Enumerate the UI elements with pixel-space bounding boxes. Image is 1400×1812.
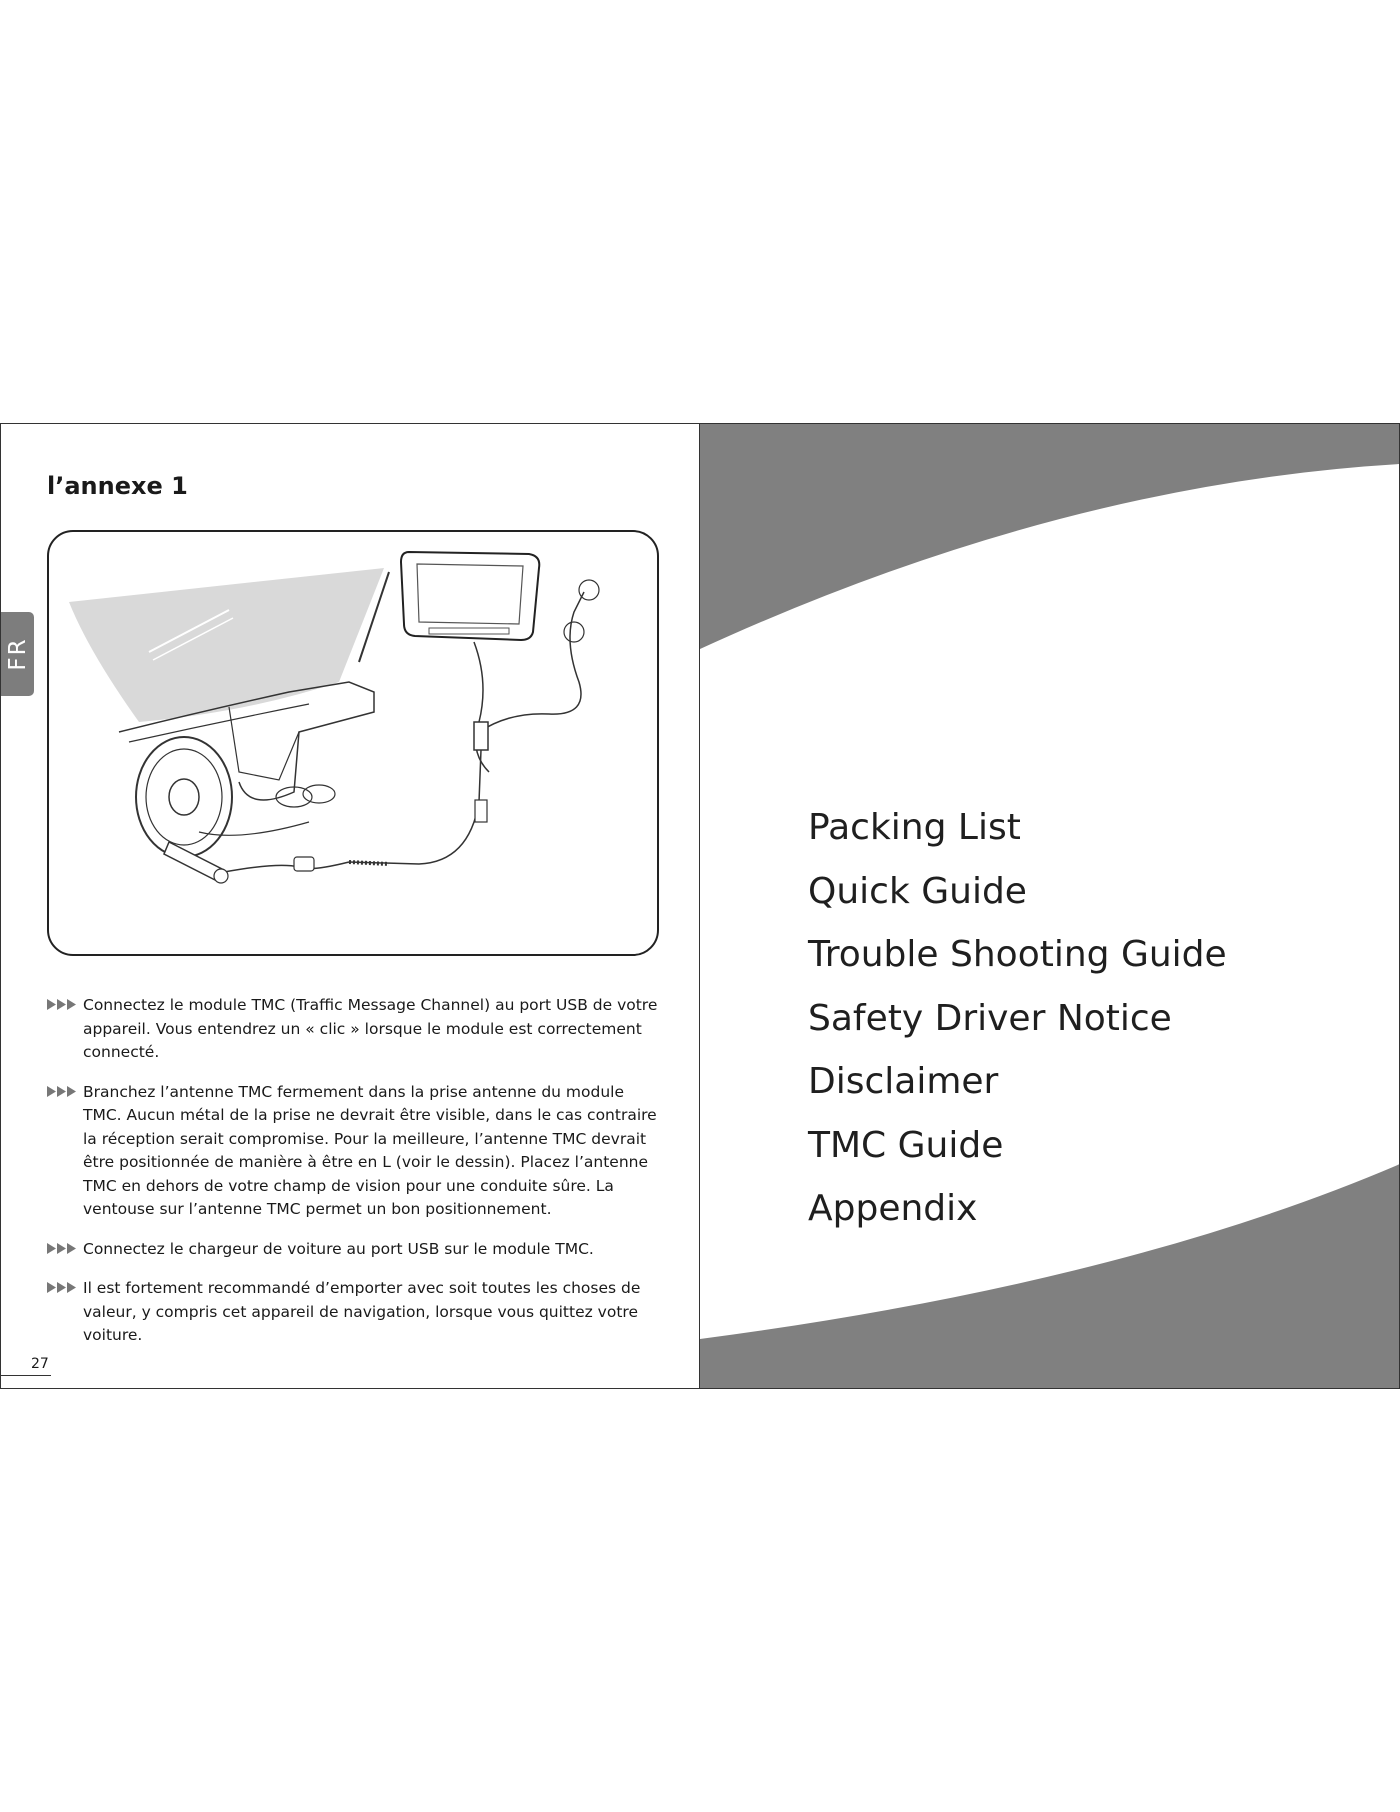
installation-figure [47,530,659,956]
gps-installation-diagram-icon [49,532,659,956]
list-item [47,1238,667,1262]
left-page [0,423,700,1389]
list-item-text: Connectez le chargeur de voiture au port USB sur le module TMC. [83,1239,594,1258]
list-item [47,994,667,1065]
contents-item-appendix[interactable]: Appendix [808,1188,978,1229]
right-page [700,423,1400,1389]
instruction-list [47,994,667,1364]
contents-item-quick-guide[interactable]: Quick Guide [808,870,1027,912]
contents-item-safety-driver-notice[interactable]: Safety Driver Notice [808,997,1172,1039]
contents-item-trouble-shooting[interactable]: Trouble Shooting Guide [808,934,1227,975]
list-item-text: Connectez le module TMC (Traffic Message Channel) au port USB de votre appareil. Vous entendrez un « clic » lorsque le module est correctement connecté. [83,996,658,1061]
page-number: 27 [31,1356,49,1372]
list-item-text: Il est fortement recommandé d’emporter avec soit toutes les choses de valeur, y compris cet appareil de navigation, lorsque vous quittez votre voiture. [83,1279,641,1344]
contents-item-tmc-guide[interactable]: TMC Guide [808,1124,1004,1166]
list-item [47,1081,667,1222]
book-spread [0,423,1400,1391]
contents-item-packing-list[interactable]: Packing List [808,807,1021,848]
triple-arrow-icon [47,1084,79,1099]
footer-rule [1,1375,51,1376]
list-item-text: Branchez l’antenne TMC fermement dans la prise antenne du module TMC. Aucun métal de la prise ne devrait être visible, dans le cas contraire la réception serait compromise. Pour la meilleure, l’antenne TMC devrait être positionnée de manière à être en L (voir le dessin). Placez l’antenne TMC en dehors de votre champ de vision pour une conduite sûre. La ventouse sur l’antenne TMC permet un bon positionnement. [83,1082,657,1218]
language-tab [1,612,34,696]
section-title: l’annexe 1 [47,472,188,500]
triple-arrow-icon [47,1241,79,1256]
language-tab-label: FR [4,637,31,671]
table-of-contents [808,796,1227,1241]
contents-item-disclaimer[interactable]: Disclaimer [808,1061,999,1102]
triple-arrow-icon [47,1280,79,1295]
list-item [47,1277,667,1348]
triple-arrow-icon [47,997,79,1012]
